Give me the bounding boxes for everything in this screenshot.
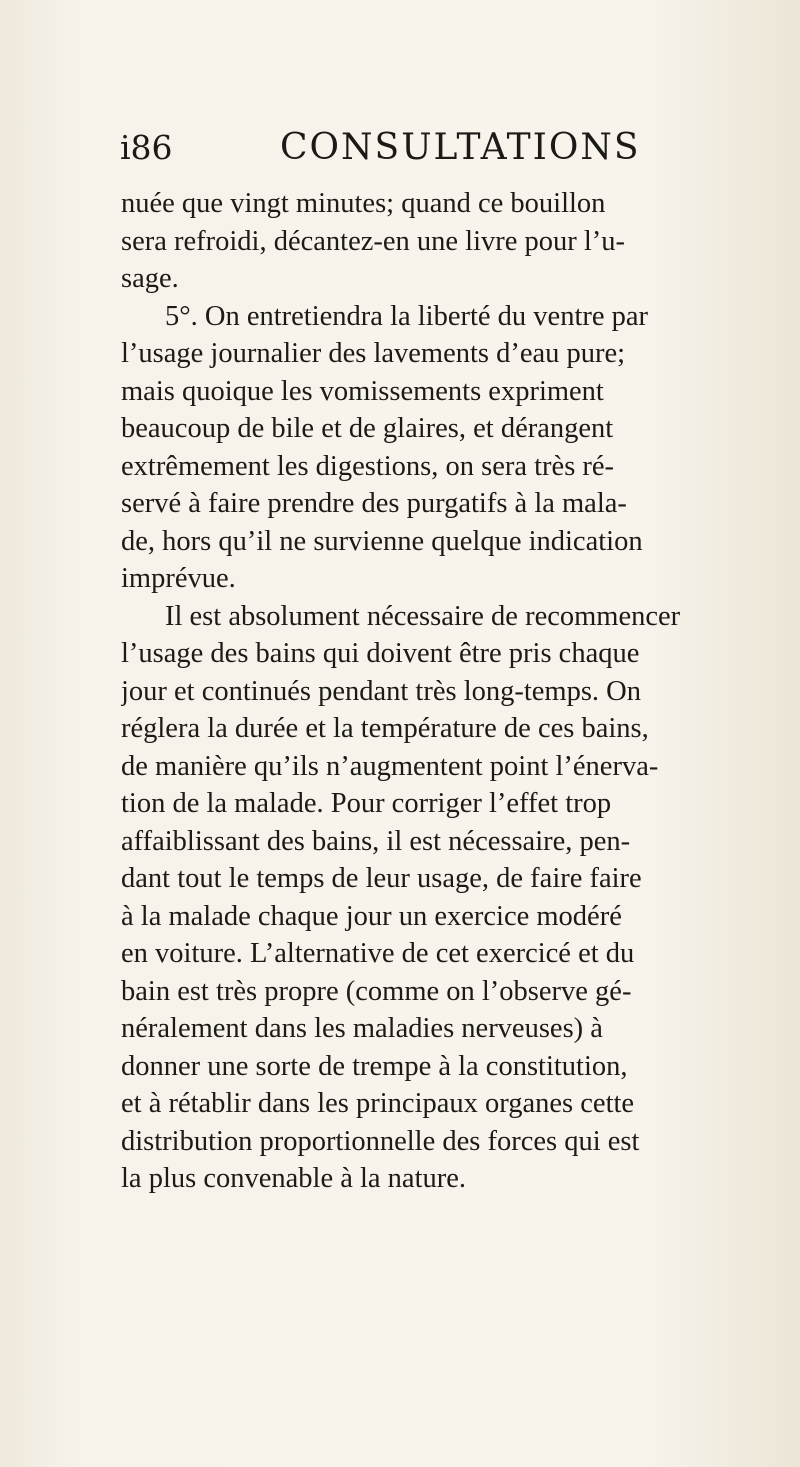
text-line: mais quoique les vomissements expriment [121,375,604,407]
running-title: CONSULTATIONS [280,127,641,168]
text-line: imprévue. [121,563,236,594]
body-text [121,185,681,1198]
text-line: distribution proportionnelle des forces qui est [121,1125,640,1157]
text-line: l’usage journalier des lavements d’eau pure; [121,338,626,369]
text-line: en voiture. L’alternative de cet exercicé et du [121,938,635,969]
text-line: bain est très propre (comme on l’observe gé- [121,975,632,1007]
text-line: l’usage des bains qui doivent être pris chaque [121,638,640,669]
text-line: et à rétablir dans les principaux organes cette [121,1088,635,1119]
text-line: 5°. On entretiendra la liberté du ventre par [165,300,649,332]
text-line: donner une sorte de trempe à la constitution, [121,1050,628,1082]
text-line: de, hors qu’il ne survienne quelque indication [121,525,643,557]
text-line: réglera la durée et la température de ces bains, [121,713,649,744]
text-line: à la malade chaque jour un exercice modéré [121,900,622,932]
text-line: de manière qu’ils n’augmentent point l’énerva- [121,750,659,782]
text-line: beaucoup de bile et de glaires, et dérangent [121,413,614,444]
text-line: sera refroidi, décantez-en une livre pour l’u- [121,225,626,257]
text-line: affaiblissant des bains, il est nécessaire, pen- [121,825,631,857]
text-line: sage. [121,263,179,294]
page-number: i86 [120,128,173,167]
text-line: tion de la malade. Pour corriger l’effet trop [121,788,612,819]
text-line: nuée que vingt minutes; quand ce bouillon [121,188,606,219]
text-line: Il est absolument nécessaire de recommencer [165,600,681,632]
text-line: néralement dans les maladies nerveuses) à [121,1013,603,1044]
text-line: la plus convenable à la nature. [121,1163,467,1194]
text-line: jour et continués pendant très long-temps. On [121,675,642,707]
page-header [120,128,640,178]
text-line: servé à faire prendre des purgatifs à la mala- [121,488,627,519]
text-line: extrêmement les digestions, on sera très ré- [121,450,615,482]
text-line: dant tout le temps de leur usage, de faire faire [121,863,642,894]
